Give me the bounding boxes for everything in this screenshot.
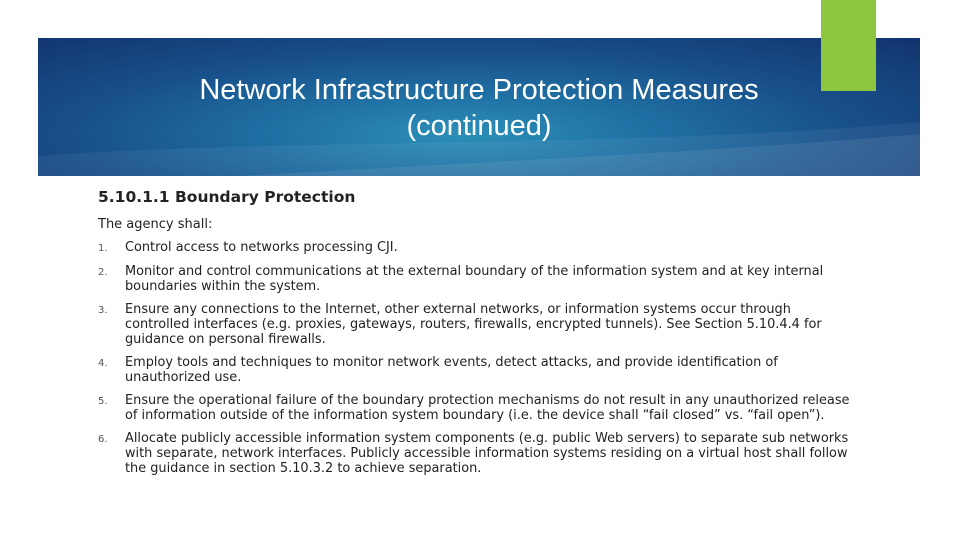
list-item-number: 5.: [98, 396, 108, 407]
list-item: [98, 240, 858, 256]
requirements-list: [98, 240, 858, 476]
list-item: [98, 302, 858, 347]
list-item: [98, 355, 858, 385]
list-item-text: Employ tools and techniques to monitor network events, detect attacks, and provide identification of unauthorized use.: [125, 355, 778, 385]
list-item: [98, 264, 858, 294]
list-item: [98, 431, 858, 476]
list-item-text: Ensure the operational failure of the boundary protection mechanisms do not result in any unauthorized release of information outside of the information system boundary (i.e. the device shall “fail closed” vs. “fail open”).: [125, 393, 850, 423]
slide-title-line2: (continued): [406, 110, 552, 142]
list-item: [98, 393, 858, 423]
list-item-number: 1.: [98, 243, 108, 254]
section-heading: 5.10.1.1 Boundary Protection: [98, 188, 356, 206]
list-item-text: Ensure any connections to the Internet, other external networks, or information systems occur through controlled interfaces (e.g. proxies, gateways, routers, firewalls, encrypted tunnels). See Section 5.10.4.4 for guidance on personal firewalls.: [125, 302, 822, 347]
list-item-number: 4.: [98, 358, 108, 369]
list-item-text: Allocate publicly accessible information system components (e.g. public Web servers) to separate sub networks with separate, network interfaces. Publicly accessible information systems residing on a virtual host shall follow the guidance in section 5.10.3.2 to achieve separation.: [125, 431, 849, 476]
list-item-number: 2.: [98, 267, 108, 278]
slide-title-line1: Network Infrastructure Protection Measures: [199, 74, 759, 106]
slide-title: [38, 72, 920, 144]
list-item-text: Monitor and control communications at the external boundary of the information system and at key internal boundaries within the system.: [125, 264, 824, 294]
list-item-number: 3.: [98, 305, 108, 316]
list-item-text: Control access to networks processing CJI.: [125, 240, 398, 255]
intro-text: The agency shall:: [98, 217, 213, 232]
list-item-number: 6.: [98, 434, 108, 445]
slide-content: [98, 186, 858, 484]
